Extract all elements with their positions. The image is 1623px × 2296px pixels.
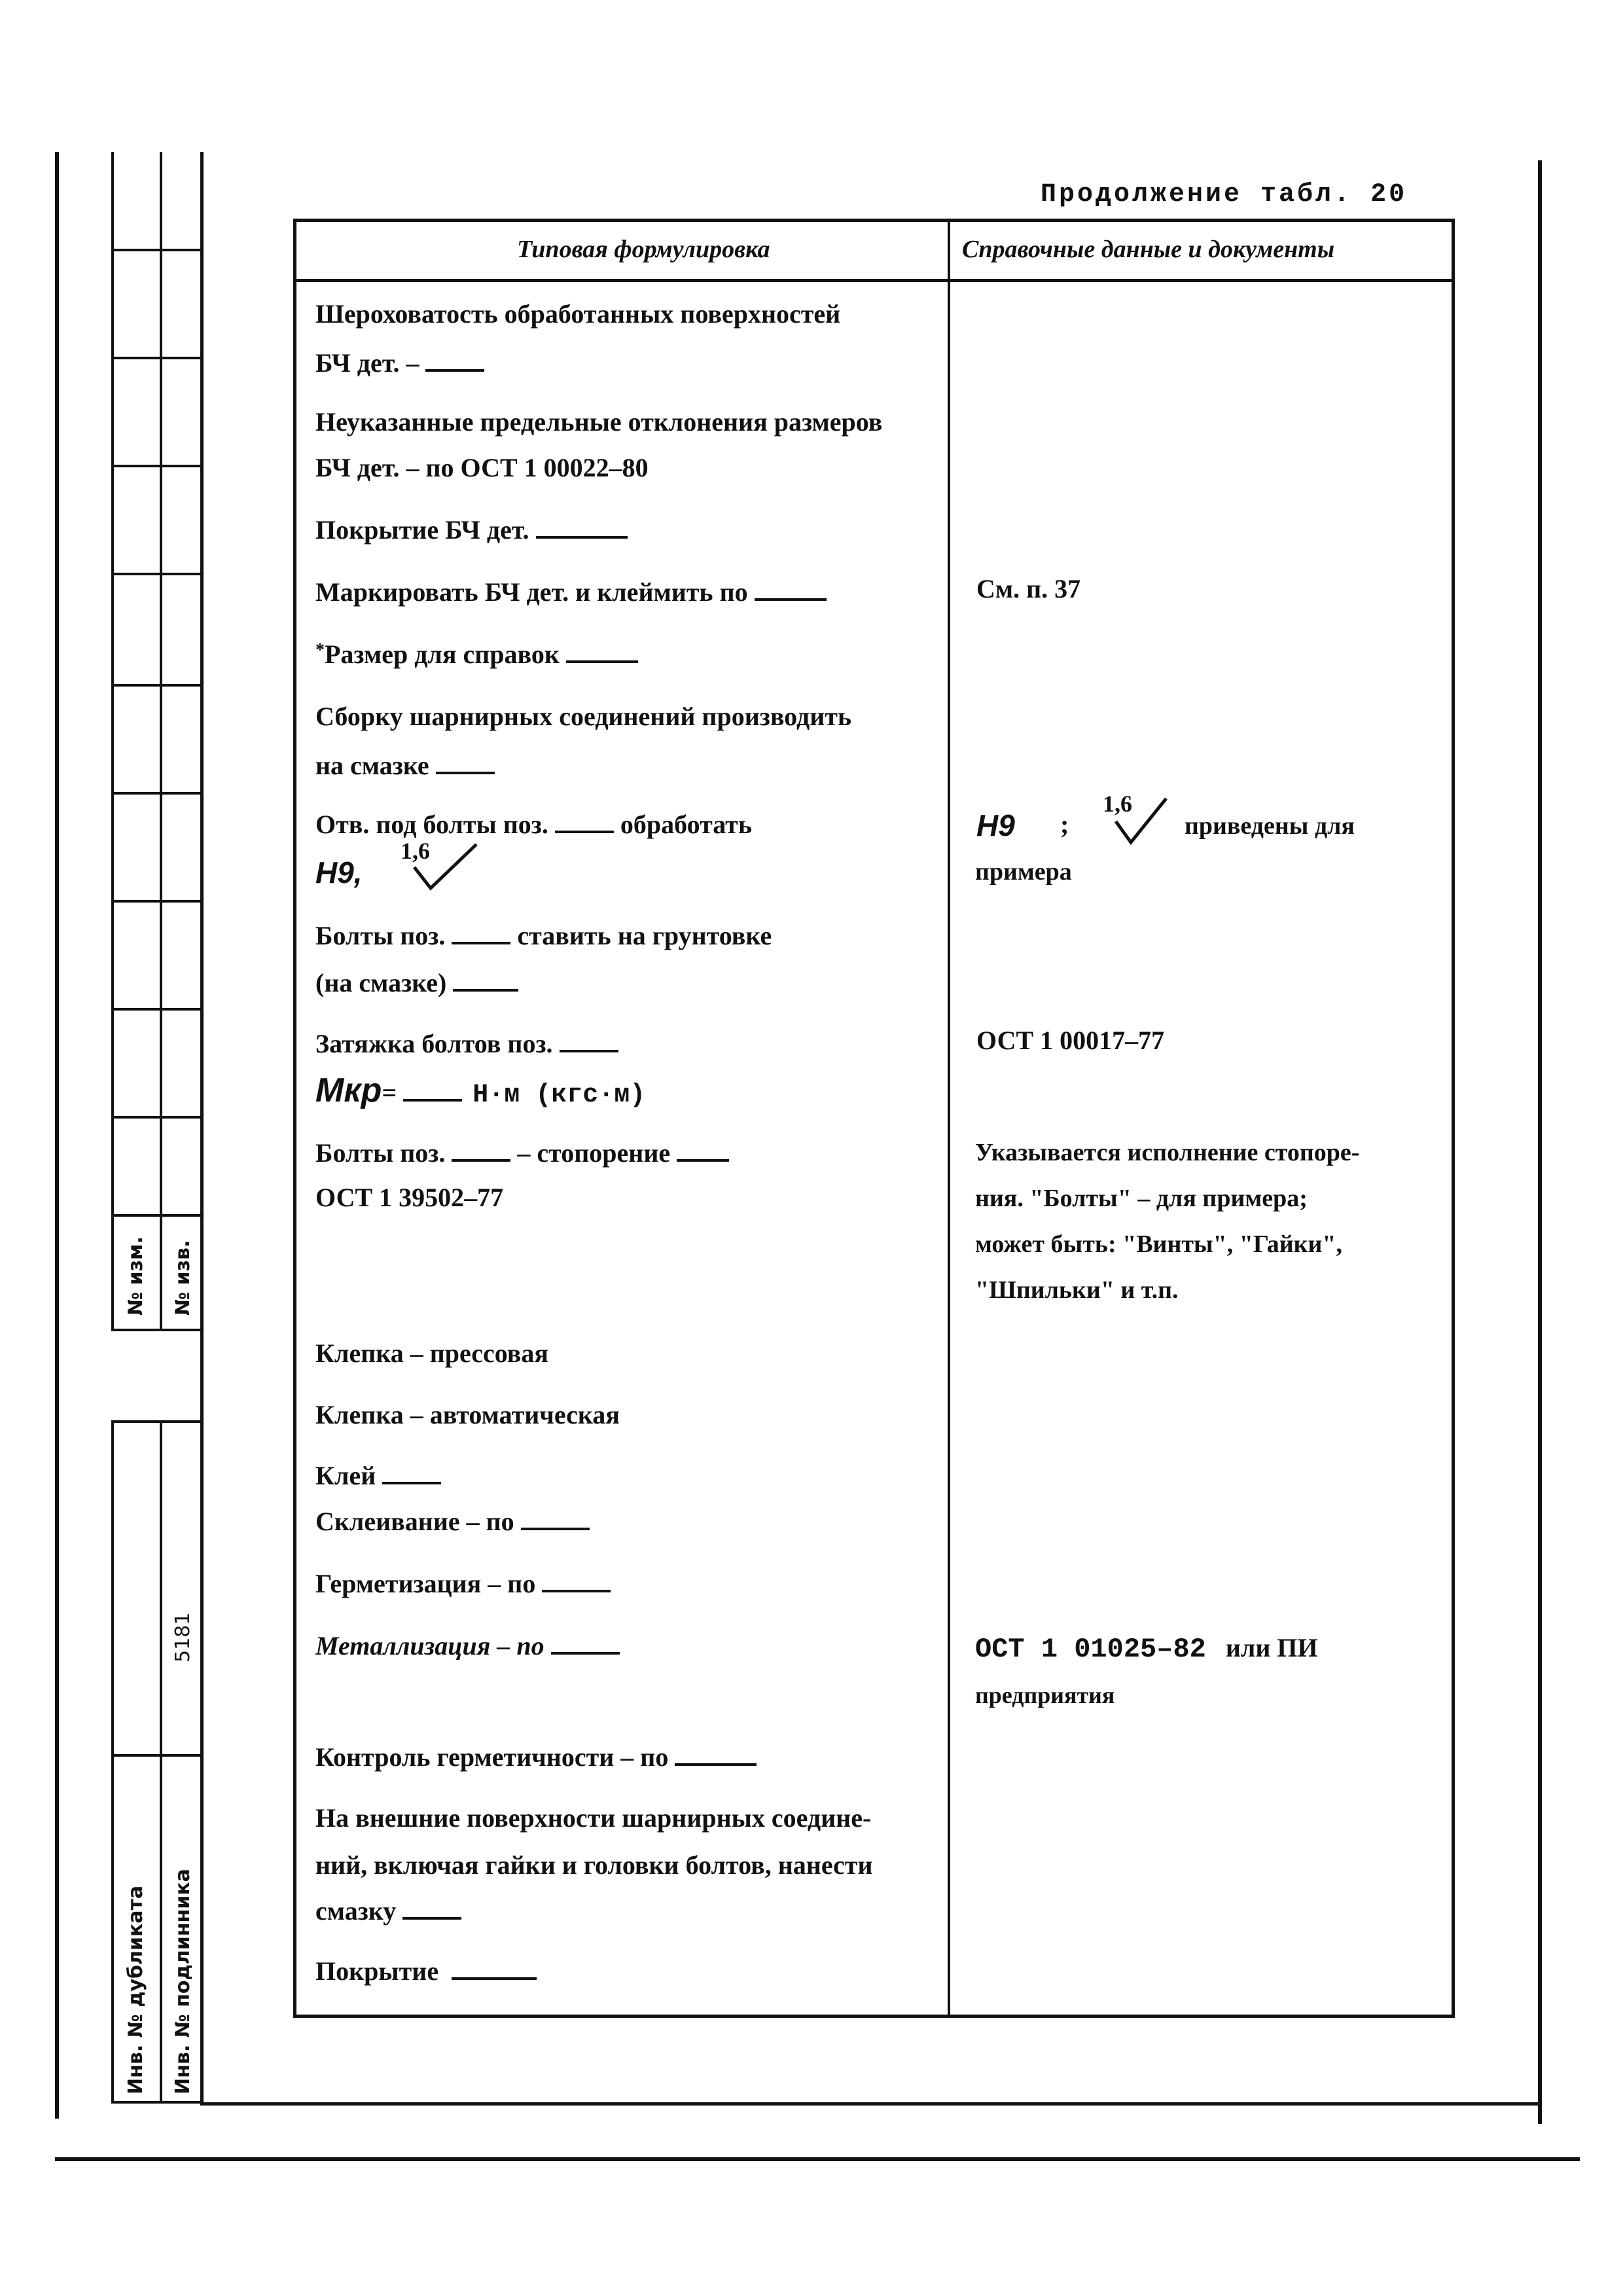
margin-row-line <box>111 1116 202 1119</box>
blank-line <box>566 655 638 663</box>
blank-line <box>542 1585 611 1592</box>
ref-holes-h9: H9 <box>976 808 1015 842</box>
blank-line <box>555 825 614 833</box>
margin-row-line <box>111 1754 202 1757</box>
continuation-header: Продолжение табл. 20 <box>1041 180 1408 209</box>
row-marking: Маркировать БЧ дет. и клеймить по <box>315 579 827 605</box>
margin-outer-left <box>55 152 59 2119</box>
row-final-coating: Покрытие <box>315 1958 537 1984</box>
ref-holes-line2: примера <box>975 858 1072 886</box>
ref-metallization-line2: предприятия <box>975 1682 1115 1708</box>
col1-header: Типовая формулировка <box>517 236 770 263</box>
table-left <box>293 219 296 2018</box>
blank-line <box>536 531 628 539</box>
row-bolts-primer-line2: (на смазке) <box>315 970 518 996</box>
col2-header: Справочные данные и документы <box>962 236 1335 263</box>
margin-row-line <box>111 357 202 359</box>
margin-col1-line-lower <box>111 1420 114 2101</box>
blank-line <box>452 1972 537 1980</box>
blank-line <box>677 1154 729 1162</box>
ref-metallization-line1: ОСТ 1 01025–82 или ПИ <box>975 1633 1318 1665</box>
table-header-bottom <box>293 279 1455 282</box>
margin-inv-orig-label: Инв. № подлинника <box>171 1869 194 2094</box>
margin-row-line <box>111 465 202 467</box>
blank-line <box>452 1154 510 1162</box>
row-holes-h9: H9, <box>315 855 363 889</box>
margin-inv-dup-label: Инв. № дубликата <box>124 1885 147 2094</box>
row-locking-line1: Болты поз. – стопорение <box>315 1140 729 1166</box>
roughness-check-icon <box>411 841 483 893</box>
blank-line <box>453 984 518 992</box>
ref-holes-line1: приведены для <box>1185 812 1355 840</box>
ref-locking-line1: Указывается исполнение стопоре- <box>975 1139 1360 1166</box>
row-leak-test: Контроль герметичности – по <box>315 1744 757 1770</box>
table-top <box>293 219 1455 222</box>
margin-row-line <box>111 1329 202 1331</box>
frame-right-line <box>1538 160 1542 2124</box>
margin-inv-number: 5181 <box>171 1612 194 1662</box>
table-right <box>1452 219 1455 2018</box>
row-grease-line3: смазку <box>315 1898 461 1924</box>
ref-locking-line3: может быть: "Винты", "Гайки", <box>975 1230 1342 1258</box>
ref-tightening: ОСТ 1 00017–77 <box>976 1026 1165 1055</box>
ref-locking-line2: ния. "Болты" – для примера; <box>975 1185 1308 1212</box>
margin-row-line <box>111 792 202 795</box>
table-divider <box>948 219 950 2018</box>
blank-line <box>521 1522 590 1530</box>
margin-row-line <box>111 2101 202 2104</box>
row-ref-size: *Размер для справок <box>315 641 638 668</box>
margin-row-line <box>111 684 202 687</box>
row-holes-line1: Отв. под болты поз. обработать <box>315 810 752 839</box>
row-roughness-line1: Шероховатость обработанных поверхностей <box>315 299 841 329</box>
margin-row-line <box>111 1420 202 1423</box>
blank-line <box>560 1045 618 1052</box>
row-riveting-auto: Клепка – автоматическая <box>315 1400 620 1429</box>
blank-line <box>402 1912 461 1920</box>
ref-holes-sep: ; <box>1060 810 1069 839</box>
ref-roughness-check-icon <box>1113 795 1171 848</box>
row-glue: Клей <box>315 1463 441 1489</box>
row-grease-line2: ний, включая гайки и головки болтов, нанести <box>315 1850 873 1880</box>
margin-row-line <box>111 900 202 903</box>
row-locking-line2: ОСТ 1 39502–77 <box>315 1183 504 1212</box>
margin-col1-line <box>111 152 114 1330</box>
row-tolerances-line2: БЧ дет. – по ОСТ 1 00022–80 <box>315 453 649 482</box>
row-coating: Покрытие БЧ дет. <box>315 517 628 543</box>
row-roughness-line2: БЧ дет. – <box>315 350 484 376</box>
roughness-value: 1,6 <box>401 838 430 864</box>
blank-line <box>382 1477 441 1484</box>
margin-row-line <box>111 1008 202 1011</box>
margin-izv-label: № изв. <box>171 1240 194 1316</box>
margin-col2-line-lower <box>160 1420 162 2101</box>
row-riveting-press: Клепка – прессовая <box>315 1338 548 1368</box>
row-assembly-line1: Сборку шарнирных соединений производить <box>315 702 852 731</box>
row-grease-line1: На внешние поверхности шарнирных соедине- <box>315 1803 872 1833</box>
row-tightening-line2: Mкр= Н·м (кгс·м) <box>315 1071 646 1110</box>
blank-line <box>551 1647 620 1655</box>
blank-line <box>425 364 484 372</box>
row-bolts-primer-line1: Болты поз. ставить на грунтовке <box>315 921 772 950</box>
margin-inner-line <box>200 152 204 2102</box>
margin-row-line <box>111 573 202 575</box>
row-assembly-line2: на смазке <box>315 753 495 779</box>
row-gluing: Склеивание – по <box>315 1509 590 1535</box>
margin-izm-label: № изм. <box>124 1236 147 1316</box>
row-sealing: Герметизация – по <box>315 1571 611 1597</box>
table-bottom <box>293 2015 1455 2018</box>
frame-bottom-line <box>200 2102 1542 2106</box>
blank-line <box>755 593 827 601</box>
row-tolerances-line1: Неуказанные предельные отклонения размеров <box>315 407 883 437</box>
ref-marking: См. п. 37 <box>976 574 1081 603</box>
margin-row-line <box>111 249 202 251</box>
margin-col2-line <box>160 152 162 1330</box>
margin-row-line <box>111 1214 202 1217</box>
blank-line <box>452 937 510 944</box>
blank-line <box>675 1758 757 1766</box>
ref-locking-line4: "Шпильки" и т.п. <box>975 1276 1179 1304</box>
page-bottom-line <box>55 2157 1580 2161</box>
ref-roughness-value: 1,6 <box>1103 791 1132 817</box>
row-tightening-line1: Затяжка болтов поз. <box>315 1031 618 1057</box>
blank-line <box>403 1094 462 1102</box>
blank-line <box>436 766 495 774</box>
row-metallization: Металлизация – по <box>315 1633 620 1659</box>
